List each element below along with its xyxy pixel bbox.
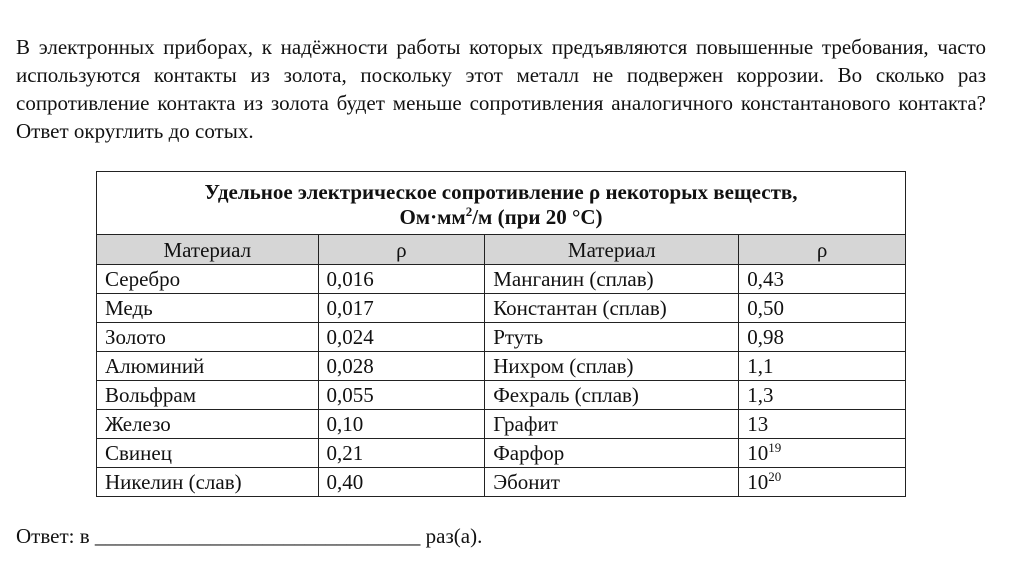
cell-value: 0,40 (326, 470, 364, 494)
table-title (97, 172, 906, 235)
cell-value: Железо (105, 412, 171, 436)
table-title-unit-sup: 2 (465, 204, 473, 219)
rho-cell (318, 265, 485, 294)
material-cell (97, 410, 319, 439)
rho-cell (318, 323, 485, 352)
material-cell (485, 410, 739, 439)
cell-value: Ртуть (493, 325, 544, 349)
answer-prefix: Ответ: в (16, 524, 90, 548)
cell-value: Никелин (слав) (105, 470, 242, 494)
resistivity-table (96, 171, 906, 497)
answer-line (16, 522, 482, 550)
cell-value: Манганин (сплав) (493, 267, 654, 291)
material-cell (97, 265, 319, 294)
rho-cell (318, 410, 485, 439)
cell-value: 0,21 (326, 441, 364, 465)
table-row (97, 410, 906, 439)
material-cell (97, 439, 319, 468)
rho-cell (318, 381, 485, 410)
table-body (97, 265, 906, 497)
table-row (97, 265, 906, 294)
cell-value: 0,10 (326, 412, 364, 436)
cell-value: Серебро (105, 267, 181, 291)
cell-value: Свинец (105, 441, 172, 465)
cell-value: Нихром (сплав) (493, 354, 634, 378)
cell-value: 10 (747, 441, 769, 465)
column-header-material: Материал (97, 235, 319, 265)
rho-cell (318, 294, 485, 323)
table-row (97, 294, 906, 323)
cell-value: 10 (747, 470, 769, 494)
column-header-rho-2: ρ (739, 235, 906, 265)
cell-value: Эбонит (493, 470, 560, 494)
material-cell (97, 468, 319, 497)
table-row (97, 352, 906, 381)
cell-value: Графит (493, 412, 558, 436)
rho-cell (739, 265, 906, 294)
cell-value: 1,3 (747, 383, 774, 407)
cell-value: Алюминий (105, 354, 205, 378)
table-row (97, 439, 906, 468)
rho-cell (739, 468, 906, 497)
table-row (97, 323, 906, 352)
table-title-line1: Удельное электрическое сопротивление ρ некоторых веществ, (204, 180, 798, 204)
material-cell (97, 381, 319, 410)
cell-value: 0,50 (747, 296, 785, 320)
material-cell (485, 468, 739, 497)
table-header-row (97, 235, 906, 265)
cell-value: 0,017 (326, 296, 374, 320)
cell-exponent: 19 (768, 440, 782, 455)
material-cell (485, 352, 739, 381)
table-title-unit-suffix: /м (при 20 °С) (472, 205, 603, 229)
cell-value: 0,016 (326, 267, 374, 291)
cell-exponent: 20 (768, 469, 782, 484)
cell-value: Константан (сплав) (493, 296, 667, 320)
material-cell (97, 294, 319, 323)
cell-value: 0,98 (747, 325, 785, 349)
cell-value: 0,028 (326, 354, 374, 378)
material-cell (97, 352, 319, 381)
cell-value: 0,024 (326, 325, 374, 349)
cell-value: 0,055 (326, 383, 374, 407)
rho-cell (739, 410, 906, 439)
answer-blank[interactable]: _______________________________ (94, 524, 421, 548)
rho-cell (739, 439, 906, 468)
answer-suffix: раз(а). (425, 524, 483, 548)
rho-cell (739, 381, 906, 410)
material-cell (485, 381, 739, 410)
rho-cell (318, 468, 485, 497)
cell-value: 1,1 (747, 354, 774, 378)
rho-cell (739, 294, 906, 323)
table-row (97, 468, 906, 497)
column-header-material-2: Материал (485, 235, 739, 265)
cell-value: Золото (105, 325, 166, 349)
question-text: В электронных приборах, к надёжности работы которых предъявляются повышенные требования, часто используются контакты из золота, поскольку этот металл не подвержен коррозии. Во сколько раз сопротивление контакта из золота будет меньше сопротивления аналогичного константанового контакта? Ответ округлить до сотых. (16, 35, 986, 143)
rho-cell (318, 439, 485, 468)
cell-value: Вольфрам (105, 383, 197, 407)
rho-cell (739, 323, 906, 352)
column-header-rho: ρ (318, 235, 485, 265)
cell-value: Фарфор (493, 441, 565, 465)
cell-value: Медь (105, 296, 153, 320)
table-title-unit-prefix: Ом·мм (399, 205, 466, 229)
cell-value: 13 (747, 412, 769, 436)
rho-cell (318, 352, 485, 381)
material-cell (97, 323, 319, 352)
material-cell (485, 294, 739, 323)
table-row (97, 381, 906, 410)
material-cell (485, 439, 739, 468)
cell-value: 0,43 (747, 267, 785, 291)
rho-cell (739, 352, 906, 381)
material-cell (485, 323, 739, 352)
material-cell (485, 265, 739, 294)
cell-value: Фехраль (сплав) (493, 383, 639, 407)
